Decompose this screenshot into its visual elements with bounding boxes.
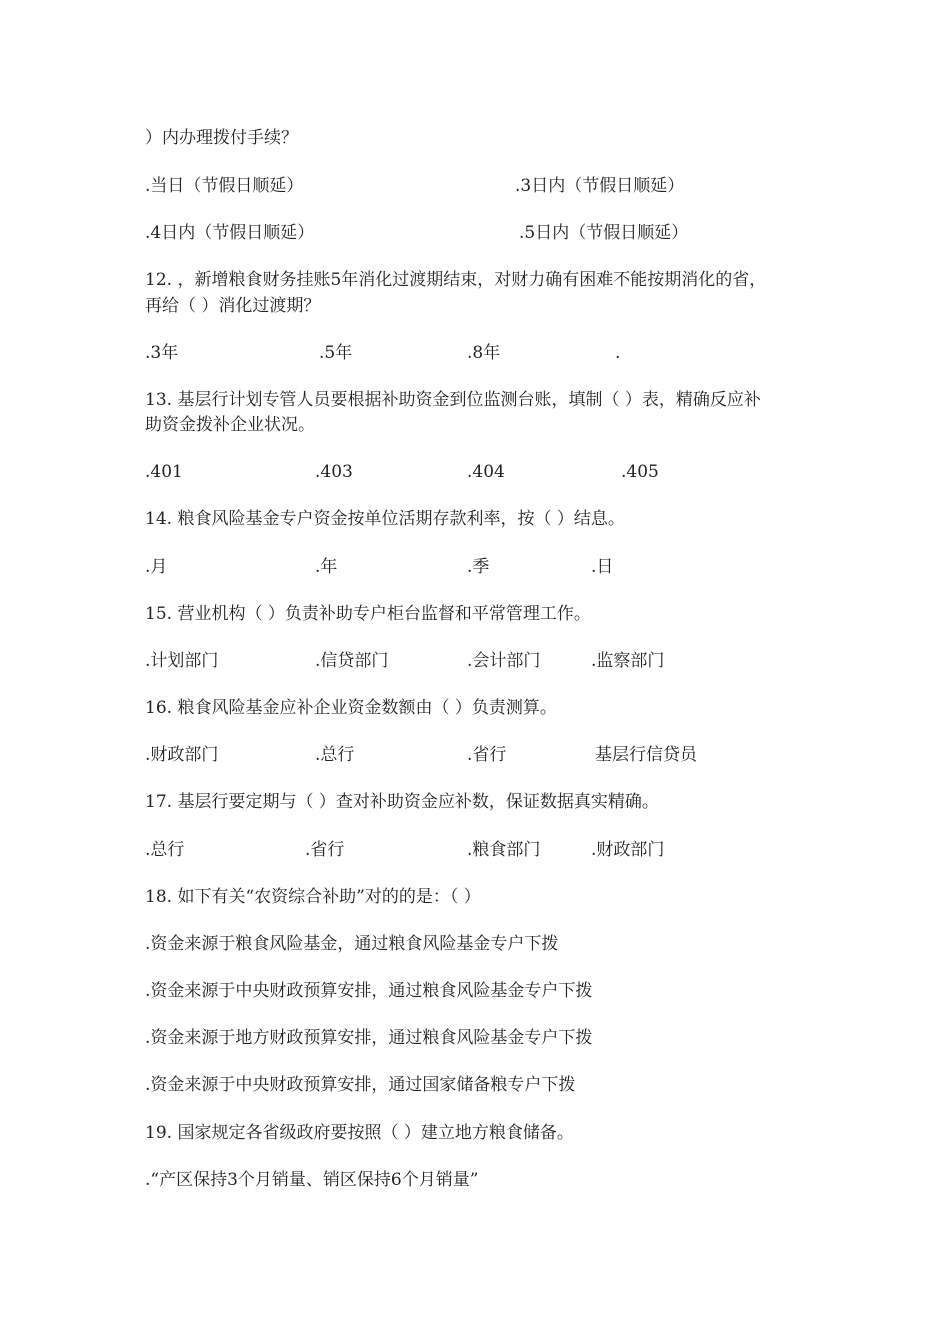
q18-option-b: .资金来源于中央财政预算安排，通过粮食风险基金专户下拨 xyxy=(145,981,593,1001)
q15-option-b: .信贷部门 xyxy=(315,651,389,671)
q11-option-c: .4日内（节假日顺延） xyxy=(145,223,315,243)
q14-option-a: .月 xyxy=(145,557,168,577)
q13-option-c: .404 xyxy=(467,462,505,482)
q17-option-b: .省行 xyxy=(305,840,345,860)
q15-option-c: .会计部门 xyxy=(467,651,541,671)
q14-option-b: .年 xyxy=(315,557,338,577)
q16-option-d: 基层行信贷员 xyxy=(595,745,697,765)
q12-option-d: . xyxy=(615,343,621,363)
q11-tail: ）内办理拨付手续？ xyxy=(145,128,298,148)
q16-option-b: .总行 xyxy=(315,745,355,765)
q14-option-d: .日 xyxy=(591,557,614,577)
q12-question-line2: 再给（ ）消化过渡期？ xyxy=(145,296,321,316)
q14-question: 14. 粮食风险基金专户资金按单位活期存款利率，按（ ）结息。 xyxy=(145,509,625,529)
q18-question: 18. 如下有关“农资综合补助”对的的是：（ ） xyxy=(145,887,481,907)
q17-option-c: .粮食部门 xyxy=(467,840,541,860)
q13-question-line1: 13. 基层行计划专管人员要根据补助资金到位监测台账，填制（ ）表，精确反应补 xyxy=(145,390,761,410)
q18-option-c: .资金来源于地方财政预算安排，通过粮食风险基金专户下拨 xyxy=(145,1028,593,1048)
q15-question: 15. 营业机构（ ）负责补助专户柜台监督和平常管理工作。 xyxy=(145,604,591,624)
q11-option-b: .3日内（节假日顺延） xyxy=(515,176,685,196)
q12-option-c: .8年 xyxy=(467,343,501,363)
q14-option-c: .季 xyxy=(467,557,490,577)
q19-question: 19. 国家规定各省级政府要按照（ ）建立地方粮食储备。 xyxy=(145,1123,574,1143)
q16-option-a: .财政部门 xyxy=(145,745,219,765)
q17-question: 17. 基层行要定期与（ ）查对补助资金应补数，保证数据真实精确。 xyxy=(145,792,659,812)
q15-option-a: .计划部门 xyxy=(145,651,219,671)
q12-option-b: .5年 xyxy=(319,343,353,363)
q11-option-a: .当日（节假日顺延） xyxy=(145,176,304,196)
q13-option-d: .405 xyxy=(621,462,659,482)
q17-option-d: .财政部门 xyxy=(591,840,665,860)
q13-question-line2: 助资金拨补企业状况。 xyxy=(145,415,315,435)
q16-option-c: .省行 xyxy=(467,745,507,765)
q18-option-d: .资金来源于中央财政预算安排，通过国家储备粮专户下拨 xyxy=(145,1075,576,1095)
q16-question: 16. 粮食风险基金应补企业资金数额由（ ）负责测算。 xyxy=(145,698,557,718)
q12-question-line1: 12. ，新增粮食财务挂账5年消化过渡期结束，对财力确有困难不能按期消化的省， xyxy=(145,270,767,290)
q12-option-a: .3年 xyxy=(145,343,179,363)
q11-option-d: .5日内（节假日顺延） xyxy=(519,223,689,243)
q17-option-a: .总行 xyxy=(145,840,185,860)
q18-option-a: .资金来源于粮食风险基金，通过粮食风险基金专户下拨 xyxy=(145,934,559,954)
q13-option-b: .403 xyxy=(315,462,353,482)
q19-option-a: .“产区保持3个月销量、销区保持6个月销量” xyxy=(145,1170,479,1190)
q15-option-d: .监察部门 xyxy=(591,651,665,671)
q13-option-a: .401 xyxy=(145,462,183,482)
